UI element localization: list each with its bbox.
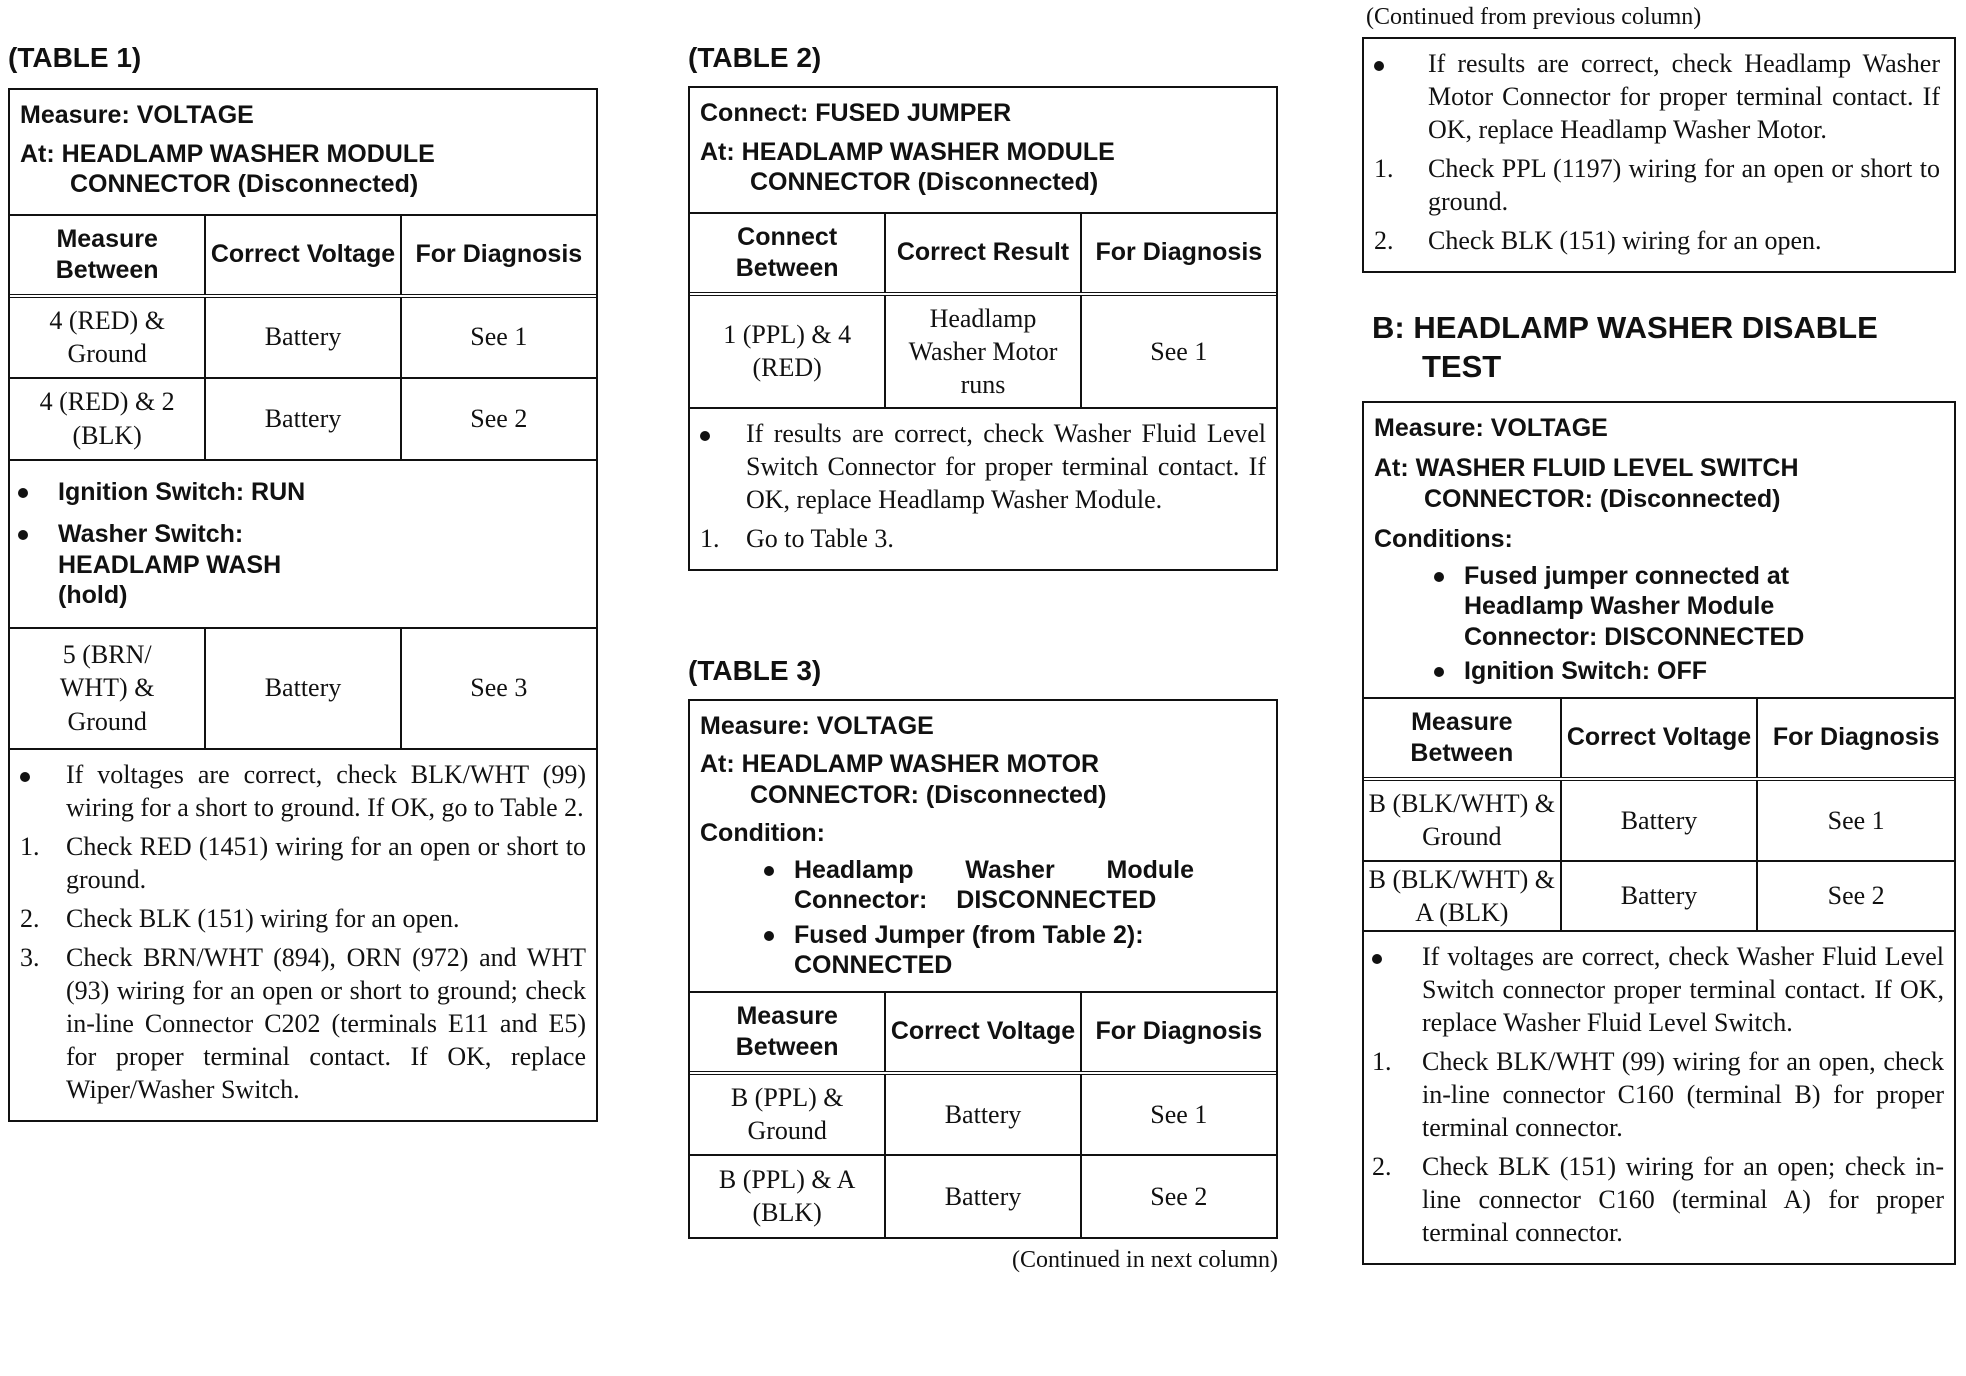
table2-grid <box>690 214 1276 409</box>
section-b-notes <box>1364 932 1954 1263</box>
list-item <box>700 920 1266 981</box>
table1-col-header: Correct Voltage <box>205 216 400 296</box>
table3-box <box>688 699 1278 1239</box>
section-b-cell: B (BLK/WHT) & Ground <box>1364 779 1561 861</box>
table2-at-cont: CONNECTOR (Disconnected) <box>750 168 1099 196</box>
col3-continued-box <box>1362 37 1956 273</box>
table-row <box>10 629 596 749</box>
table1-notes <box>10 750 596 1120</box>
bullet-icon <box>744 920 794 981</box>
section-b-title-line1: B: HEADLAMP WASHER DISABLE <box>1372 310 1878 346</box>
condition-text: Fused Jumper (from Table 2): CONNECTED <box>794 920 1144 980</box>
table3-col-header: For Diagnosis <box>1081 993 1276 1073</box>
bullet-icon <box>1372 940 1422 1039</box>
note-text: Check RED (1451) wiring for an open or short to ground. <box>66 831 586 894</box>
col3-notes <box>1364 39 1954 271</box>
table3-condition-label: Condition: <box>700 819 825 848</box>
table3-col-header: Correct Voltage <box>885 993 1080 1073</box>
column-3 <box>1362 4 1956 1265</box>
table2-header-row <box>690 214 1276 294</box>
table3-cell: Battery <box>885 1155 1080 1237</box>
note-text: If voltages are correct, check BLK/WHT (99) wiring for a short to ground. If OK, go to Table 2. <box>66 759 586 822</box>
table1-cell: 5 (BRN/ WHT) & Ground <box>10 629 205 749</box>
section-b-cell: See 1 <box>1757 779 1954 861</box>
table2-title: (TABLE 2) <box>688 42 822 73</box>
table2-col-header: Correct Result <box>885 214 1080 294</box>
table1-cell: See 2 <box>401 378 596 460</box>
note-number: 3. <box>20 942 40 972</box>
note-number: 1. <box>1374 154 1394 184</box>
list-item <box>20 902 586 935</box>
list-item <box>1372 1045 1944 1144</box>
table3-header <box>690 701 1276 993</box>
table3-title: (TABLE 3) <box>688 654 822 686</box>
section-b-cell: B (BLK/WHT) & A (BLK) <box>1364 861 1561 931</box>
list-item <box>20 758 586 824</box>
note-text: Check BLK/WHT (99) wiring for an open, check in-line connector C160 (terminal B) for proper terminal connector. <box>1422 1046 1944 1142</box>
section-b-at-cont: CONNECTOR: (Disconnected) <box>1424 484 1781 513</box>
table1-cell: Battery <box>205 629 400 749</box>
note-text: Check PPL (1197) wiring for an open or short to ground. <box>1428 154 1940 217</box>
list-item <box>700 417 1266 516</box>
table1-grid <box>10 216 596 461</box>
list-item <box>1374 561 1944 653</box>
list-item <box>18 477 588 508</box>
table1-cell: Battery <box>205 296 400 378</box>
table2-cell: Headlamp Washer Motor runs <box>885 294 1080 408</box>
table1-conditions <box>10 461 596 629</box>
list-item <box>1374 152 1940 218</box>
table2-notes <box>690 409 1276 569</box>
table3-header-row <box>690 993 1276 1073</box>
continued-from-label: (Continued from previous column) <box>1366 4 1702 30</box>
condition-text: Ignition Switch: OFF <box>1464 657 1708 686</box>
table1-cell: 4 (RED) & Ground <box>10 296 205 378</box>
condition-text: Ignition Switch: RUN <box>58 477 306 506</box>
table2-connect: Connect: FUSED JUMPER <box>700 99 1012 127</box>
note-text: Check BRN/WHT (894), ORN (972) and WHT (93) wiring for an open or short to ground; check in-line Connector C202 (terminals E11 and E5) for proper terminal contact. If OK, replace Wiper/Washer Switch. <box>66 942 586 1104</box>
section-b-col-header: For Diagnosis <box>1757 699 1954 779</box>
continued-next-label: (Continued in next column) <box>1012 1246 1278 1273</box>
table1-cell: See 3 <box>401 629 596 749</box>
note-text: If results are correct, check Headlamp Washer Motor Connector for proper terminal contact. If OK, replace Headlamp Washer Motor. <box>1428 49 1940 145</box>
section-b-box <box>1362 401 1956 1265</box>
table1-header-row <box>10 216 596 296</box>
table2-box <box>688 86 1278 571</box>
section-b-at: At: WASHER FLUID LEVEL SWITCH <box>1374 454 1799 483</box>
table2-cell: 1 (PPL) & 4 (RED) <box>690 294 885 408</box>
note-text: Check BLK (151) wiring for an open. <box>1428 226 1822 256</box>
list-item <box>700 855 1266 916</box>
table1-grid-2 <box>10 629 596 750</box>
table1-cell: 4 (RED) & 2 (BLK) <box>10 378 205 460</box>
condition-text: Washer Switch: HEADLAMP WASH (hold) <box>58 520 282 609</box>
section-b-title <box>1372 309 1956 387</box>
note-number: 1. <box>20 831 40 861</box>
table2-cell: See 1 <box>1081 294 1276 408</box>
table1-header <box>10 90 596 216</box>
list-item <box>18 519 588 611</box>
table1-col-header: For Diagnosis <box>401 216 596 296</box>
list-item <box>20 830 586 896</box>
condition-text: Fused jumper connected at Headlamp Washer Module Connector: DISCONNECTED <box>1464 561 1805 651</box>
section-b-measure: Measure: VOLTAGE <box>1374 413 1608 442</box>
section-b-condition-label: Conditions: <box>1374 525 1513 554</box>
table1-cell: See 1 <box>401 296 596 378</box>
table-row <box>10 378 596 460</box>
bullet-icon <box>700 417 746 516</box>
section-b-header-row <box>1364 699 1954 779</box>
table2-at: At: HEADLAMP WASHER MODULE <box>700 137 1115 166</box>
table3-cell: B (PPL) & Ground <box>690 1073 885 1155</box>
note-number: 1. <box>700 523 720 553</box>
column-1 <box>8 42 598 1122</box>
bullet-icon <box>20 758 66 824</box>
section-b-col-header: Measure Between <box>1364 699 1561 779</box>
bullet-icon <box>1374 47 1428 146</box>
table3-at-cont: CONNECTOR: (Disconnected) <box>750 780 1107 809</box>
note-number: 2. <box>20 903 40 933</box>
table3-cell: B (PPL) & A (BLK) <box>690 1155 885 1237</box>
table-row <box>690 1155 1276 1237</box>
bullet-icon <box>744 855 794 916</box>
bullet-icon <box>18 519 58 611</box>
section-b-cell: Battery <box>1561 779 1758 861</box>
table3-measure: Measure: VOLTAGE <box>700 711 934 740</box>
note-text: If results are correct, check Washer Fluid Level Switch Connector for proper terminal contact. If OK, replace Headlamp Washer Module. <box>746 418 1266 514</box>
table-row <box>1364 779 1954 861</box>
table1-measure: Measure: VOLTAGE <box>20 101 254 129</box>
note-text: If voltages are correct, check Washer Fluid Level Switch connector proper terminal contact. If OK, replace Washer Fluid Level Switch. <box>1422 941 1944 1037</box>
list-item <box>20 941 586 1106</box>
table3-col-header: Measure Between <box>690 993 885 1073</box>
table-row <box>690 294 1276 408</box>
section-b-cell: Battery <box>1561 861 1758 931</box>
bullet-icon <box>1414 561 1464 653</box>
table1-box <box>8 88 598 1122</box>
section-b-grid <box>1364 699 1954 932</box>
bullet-icon <box>1414 656 1464 687</box>
table-row <box>1364 861 1954 931</box>
condition-text: Headlamp Washer Module Connector: DISCONNECTED <box>794 855 1194 915</box>
section-b-col-header: Correct Voltage <box>1561 699 1758 779</box>
table3-cell: See 2 <box>1150 1181 1208 1211</box>
table3-cell: See 1 <box>1081 1073 1276 1155</box>
table1-col-header: Measure Between <box>10 216 205 296</box>
table1-at: At: HEADLAMP WASHER MODULE <box>20 139 435 168</box>
table-row <box>10 296 596 378</box>
note-number: 2. <box>1372 1151 1392 1181</box>
list-item <box>1374 224 1940 257</box>
list-item <box>1374 47 1940 146</box>
note-text: Check BLK (151) wiring for an open. <box>66 903 460 933</box>
table2-col-header: For Diagnosis <box>1081 214 1276 294</box>
table1-title: (TABLE 1) <box>8 42 142 73</box>
note-number: 1. <box>1372 1046 1392 1076</box>
note-text: Check BLK (151) wiring for an open; check in-line connector C160 (terminal A) for proper terminal connector. <box>1422 1151 1944 1247</box>
table1-at-cont: CONNECTOR (Disconnected) <box>70 170 419 198</box>
list-item <box>1372 940 1944 1039</box>
bullet-icon <box>18 477 58 508</box>
table3-cell: Battery <box>885 1073 1080 1155</box>
table2-header <box>690 88 1276 214</box>
table1-cell: Battery <box>205 378 400 460</box>
list-item <box>1372 1150 1944 1249</box>
note-number: 2. <box>1374 226 1394 256</box>
table-row <box>690 1073 1276 1155</box>
table3-grid <box>690 993 1276 1237</box>
list-item <box>700 522 1266 555</box>
section-b-cell: See 2 <box>1757 861 1954 931</box>
table3-at: At: HEADLAMP WASHER MOTOR <box>700 750 1100 779</box>
section-b-header <box>1364 403 1954 699</box>
section-b-title-line2: TEST <box>1422 348 1502 384</box>
column-2 <box>688 42 1278 1274</box>
note-text: Go to Table 3. <box>746 523 894 553</box>
table2-col-header: Connect Between <box>690 214 885 294</box>
list-item <box>1374 656 1944 687</box>
